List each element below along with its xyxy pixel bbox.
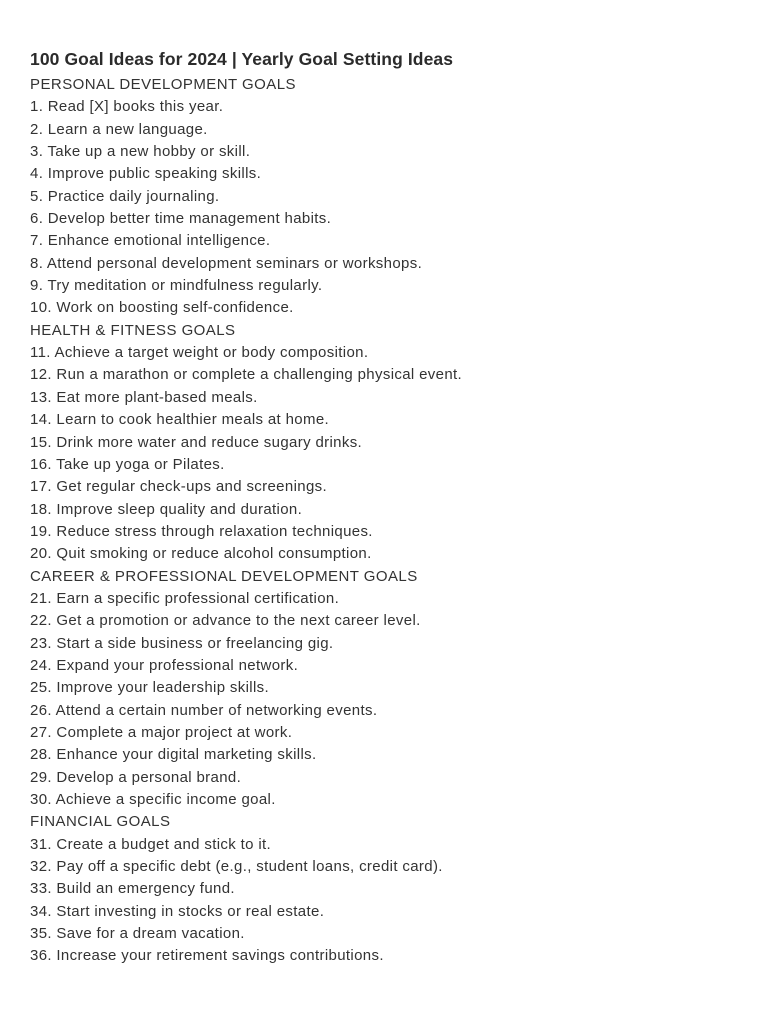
goal-item: 25. Improve your leadership skills.: [30, 679, 270, 697]
section-career-professional: [30, 566, 750, 812]
section-heading: PERSONAL DEVELOPMENT GOALS: [30, 76, 296, 93]
goal-item: 15. Drink more water and reduce sugary drinks.: [30, 433, 363, 451]
section-personal-development: [30, 74, 750, 320]
goal-item: 27. Complete a major project at work.: [30, 723, 293, 741]
goal-item: 1. Read [X] books this year.: [30, 98, 224, 116]
goal-item: 9. Try meditation or mindfulness regularly.: [30, 277, 323, 295]
goal-item: 29. Develop a personal brand.: [30, 768, 242, 786]
section-heading: CAREER & PROFESSIONAL DEVELOPMENT GOALS: [30, 567, 418, 585]
goal-item: 31. Create a budget and stick to it.: [30, 835, 272, 853]
goal-item: 28. Enhance your digital marketing skills.: [30, 746, 317, 764]
goal-item: 26. Attend a certain number of networking events.: [30, 701, 378, 719]
goal-item: 22. Get a promotion or advance to the next career level.: [30, 612, 421, 630]
goal-item: 12. Run a marathon or complete a challenging physical event.: [30, 366, 463, 384]
goal-item: 14. Learn to cook healthier meals at home.: [30, 411, 330, 429]
goal-item: 8. Attend personal development seminars or workshops.: [30, 254, 423, 272]
goal-item: 7. Enhance emotional intelligence.: [30, 232, 271, 250]
goal-item: 4. Improve public speaking skills.: [30, 165, 262, 183]
goal-item: 16. Take up yoga or Pilates.: [30, 455, 225, 473]
goal-item: 17. Get regular check-ups and screenings.: [30, 478, 328, 496]
goal-item: 3. Take up a new hobby or skill.: [30, 143, 251, 161]
goal-item: 36. Increase your retirement savings contributions.: [30, 947, 384, 965]
goal-item: 23. Start a side business or freelancing gig.: [30, 634, 334, 652]
note-body[interactable]: [30, 47, 750, 968]
goal-item: 2. Learn a new language.: [30, 120, 208, 138]
goal-item: 20. Quit smoking or reduce alcohol consumption.: [30, 545, 372, 563]
goal-item: 21. Earn a specific professional certification.: [30, 589, 340, 607]
goal-item: 18. Improve sleep quality and duration.: [30, 500, 303, 518]
section-financial: [30, 811, 750, 967]
goal-item: 11. Achieve a target weight or body composition.: [30, 344, 369, 362]
goal-item: 35. Save for a dream vacation.: [30, 925, 245, 943]
section-heading: FINANCIAL GOALS: [30, 813, 171, 831]
goal-item: 19. Reduce stress through relaxation techniques.: [30, 522, 373, 540]
goal-item: 13. Eat more plant-based meals.: [30, 388, 258, 406]
goal-item: 32. Pay off a specific debt (e.g., student loans, credit card).: [30, 858, 443, 876]
goal-item: 34. Start investing in stocks or real estate.: [30, 902, 325, 920]
section-heading: HEALTH & FITNESS GOALS: [30, 321, 236, 339]
section-health-fitness: [30, 320, 750, 566]
goal-item: 6. Develop better time management habits.: [30, 210, 332, 228]
goal-item: 24. Expand your professional network.: [30, 656, 299, 674]
goal-item: 30. Achieve a specific income goal.: [30, 791, 276, 808]
goal-item: 5. Practice daily journaling.: [30, 187, 220, 205]
goal-item: 33. Build an emergency fund.: [30, 880, 235, 898]
note-title: 100 Goal Ideas for 2024 | Yearly Goal Setting Ideas: [30, 49, 454, 69]
goal-item: 10. Work on boosting self-confidence.: [30, 299, 294, 317]
